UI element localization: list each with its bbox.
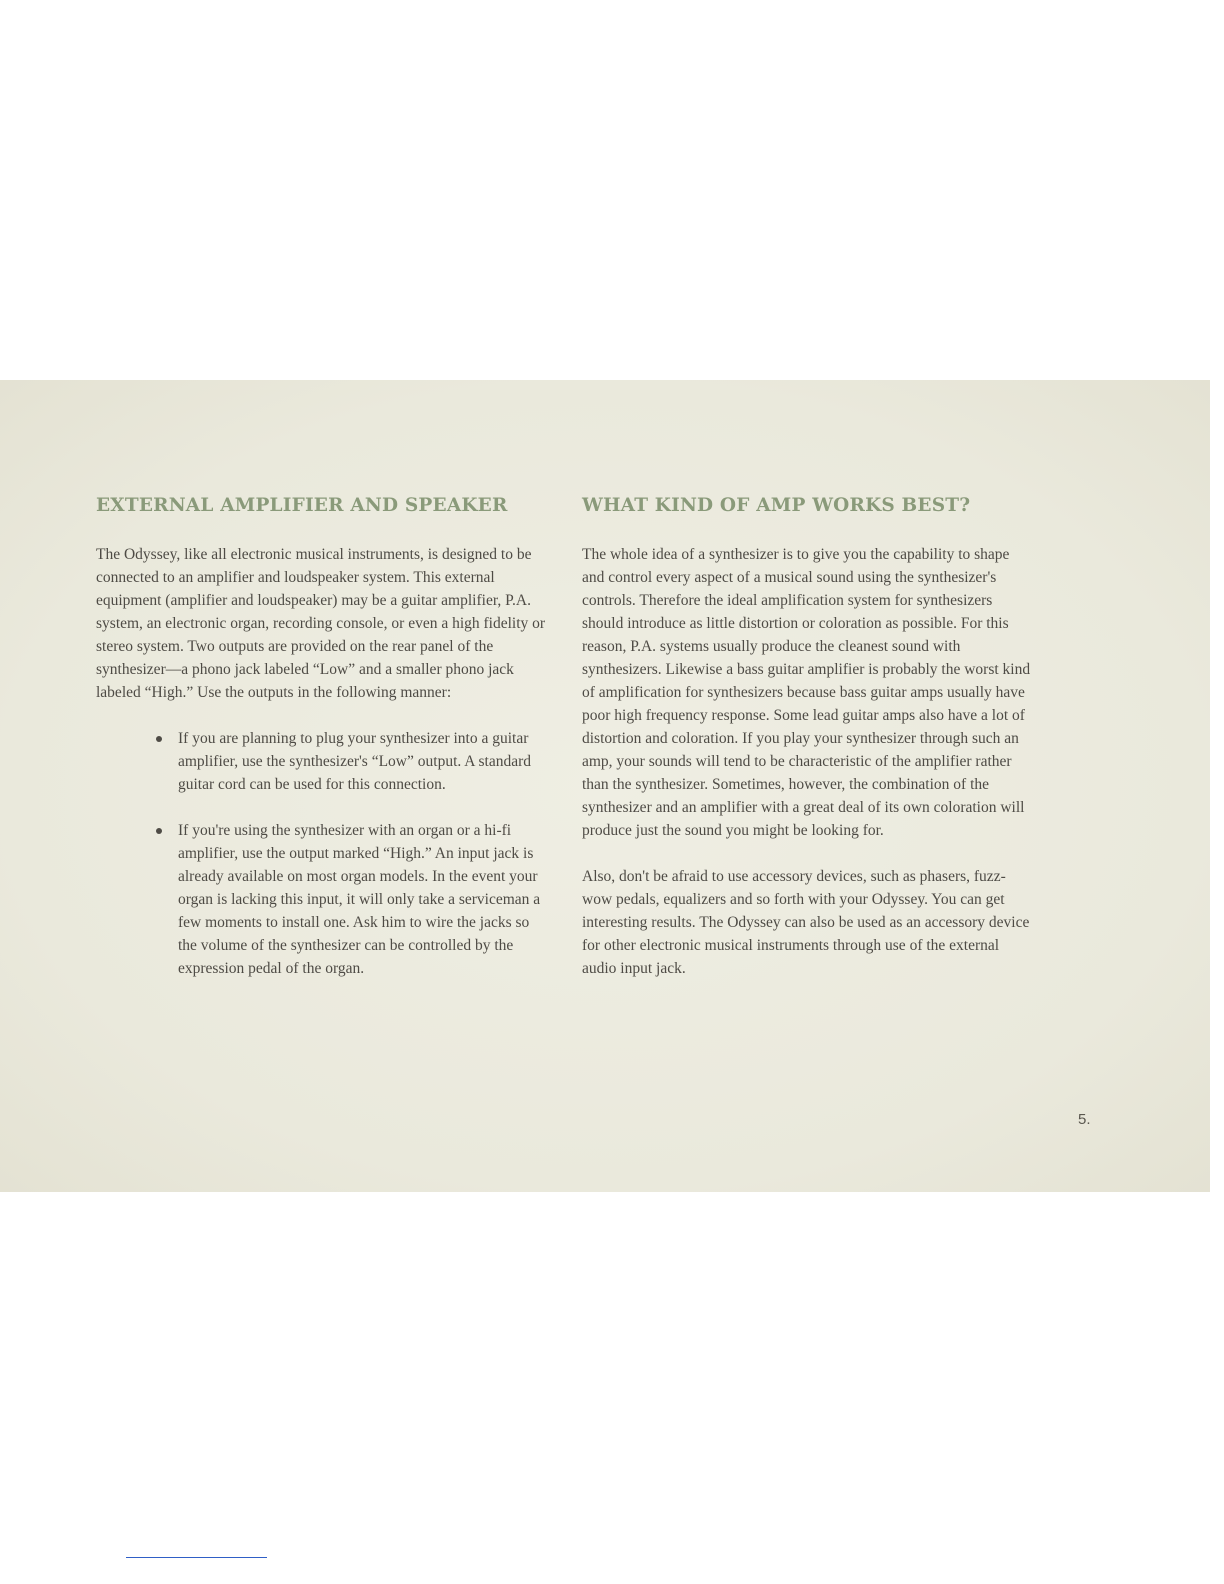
bullet-text: If you are planning to plug your synthesizer into a guitar amplifier, use the synthesizer's “Low” output. A standard guitar cord can be used for this connection. [178, 730, 531, 793]
footer-divider [126, 1557, 267, 1558]
list-item [178, 727, 548, 796]
scanned-page [0, 380, 1210, 1192]
bullet-text: If you're using the synthesizer with an organ or a hi-fi amplifier, use the output marked “High.” An input jack is already available on most organ models. In the event your organ is lacking this input, it will only take a serviceman a few moments to install one. Ask him to wire the jacks so the volume of the synthesizer can be controlled by the expression pedal of the organ. [178, 822, 541, 977]
bullet-icon [156, 736, 162, 742]
list-item [178, 819, 548, 980]
section-heading-amp-works-best: WHAT KIND OF AMP WORKS BEST? [582, 495, 971, 516]
intro-paragraph: The Odyssey, like all electronic musical instruments, is designed to be connected to an amplifier and loudspeaker system. This external equipment (amplifier and loudspeaker) may be a guitar amplifier, P.A. system, an electronic organ, recording console, or even a high fidelity or stereo system. Two outputs are provided on the rear panel of the synthesizer—a phono jack labeled “Low” and a smaller phono jack labeled “High.” Use the outputs in the following manner: [96, 546, 546, 701]
body-paragraph: The whole idea of a synthesizer is to give you the capability to shape and control every aspect of a musical sound using the synthesizer's controls. Therefore the ideal amplification system for synthesizers should introduce as little distortion or coloration as possible. For this reason, P.A. systems usually produce the cleanest sound with synthesizers. Likewise a bass guitar amplifier is probably the worst kind of amplification for synthesizers because bass guitar amps usually have poor high frequency response. Some lead guitar amps also have a lot of distortion and coloration. If you play your synthesizer through such an amp, your sounds will tend to be characteristic of the amplifier rather than the synthesizer. Sometimes, however, the combination of the synthesizer and an amplifier with a great deal of its own coloration will produce just the sound you might be looking for. [582, 546, 1031, 839]
page-number: 5. [1078, 1111, 1091, 1128]
body-paragraph: Also, don't be afraid to use accessory devices, such as phasers, fuzz-wow pedals, equalizers and so forth with your Odyssey. You can get interesting results. The Odyssey can also be used as an accessory device for other electronic musical instruments through use of the external audio input jack. [582, 868, 1030, 977]
section-heading-external-amplifier: EXTERNAL AMPLIFIER AND SPEAKER [96, 495, 508, 516]
bullet-icon [156, 828, 162, 834]
output-instructions-list [96, 727, 548, 980]
right-column [582, 494, 1034, 980]
left-column [96, 494, 548, 980]
